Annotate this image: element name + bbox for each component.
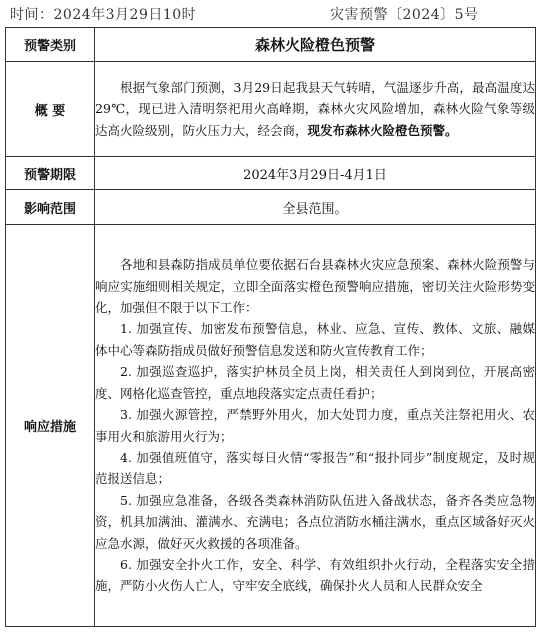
measure-item-5: 5. 加强应急准备，各级各类森林消防队伍进入备战状态，备齐各类应急物资，机具加满油、灌满水、充满电；各点位消防水桶注满水，重点区域备好灭火应急水源，做好灭火救援的各项准备。 xyxy=(95,492,535,551)
measure-item-6: 6. 加强安全扑火工作，安全、科学、有效组织扑火行动，全程落实安全措施，严防小火伤人亡人，守牢安全底线，确保扑火人员和人民群众安全 xyxy=(95,556,535,594)
period-row xyxy=(6,157,536,190)
overview-paragraph xyxy=(95,77,535,141)
overview-text: 根据气象部门预测，3月29日起我县天气转晴，气温逐步升高，最高温度达29℃，现已进入清明祭祀用火高峰期，森林火灾风险增加，森林火险气象等级达高火险级别，防火压力大，经会商， xyxy=(95,79,535,138)
category-row xyxy=(6,28,536,62)
measure-item-4: 4. 加强值班值守，落实每日火情“零报告”和“报扑同步”制度规定，及时规范报送信息； xyxy=(95,449,535,487)
measure-item-1: 1. 加强宣传、加密发布预警信息，林业、应急、宣传、教体、文旅、融媒体中心等森防指成员做好预警信息发送和防火宣传教育工作； xyxy=(95,321,535,358)
measures-content xyxy=(95,225,536,627)
document-header xyxy=(0,0,543,26)
warning-table xyxy=(5,27,536,627)
category-label: 预警类别 xyxy=(6,28,95,62)
scope-row xyxy=(6,190,536,225)
overview-label: 概 要 xyxy=(6,62,95,157)
overview-row xyxy=(6,62,536,157)
measure-item-3: 3. 加强火源管控，严禁野外用火，加大处罚力度，重点关注祭祀用火、农事用火和旅游用火行为； xyxy=(95,407,535,444)
scope-value: 全县范围。 xyxy=(95,190,536,225)
measure-item-2: 2. 加强巡查巡护，落实护林员全员上岗，相关责任人到岗到位，开展高密度、网格化巡查管控，重点地段落实定点责任看护； xyxy=(95,364,535,401)
measures-row xyxy=(6,225,536,627)
measures-intro: 各地和县森防指成员单位要依据石台县森林火灾应急预案、森林火险预警与响应实施细则相关规定，立即全面落实橙色预警响应措施，密切关注火险形势变化，加强但不限于以下工作： xyxy=(95,257,535,316)
overview-emphasis: 现发布森林火险橙色预警。 xyxy=(307,122,458,138)
scope-label: 影响范围 xyxy=(6,190,95,225)
issue-time: 时间：2024年3月29日10时 xyxy=(10,7,197,23)
period-value: 2024年3月29日-4月1日 xyxy=(95,157,536,190)
period-label: 预警期限 xyxy=(6,157,95,190)
overview-content xyxy=(95,62,536,157)
measures-label: 响应措施 xyxy=(6,225,95,627)
document-number: 灾害预警〔2024〕5号 xyxy=(330,7,479,23)
warning-title: 森林火险橙色预警 xyxy=(95,28,536,62)
